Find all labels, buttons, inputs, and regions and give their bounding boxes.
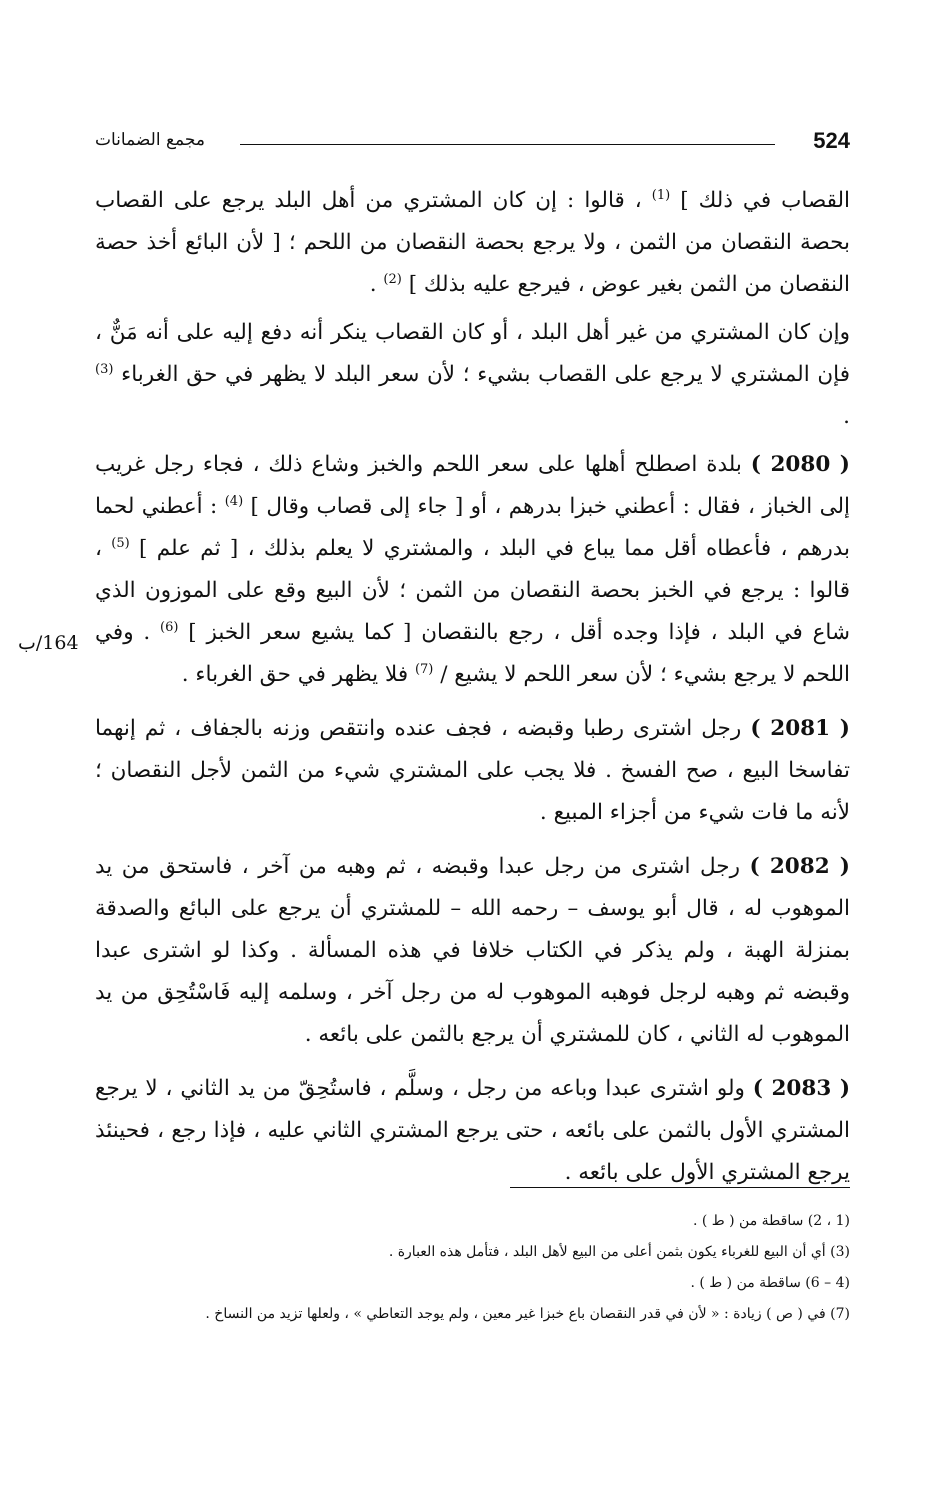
footnote-separator	[510, 1187, 850, 1188]
footnote: (7) في ( ص ) زيادة : « لأن في قدر النقصان باع خبزا غير معين ، ولم يوجد التعاطي » ، ولعلها تزيد من النساخ .	[205, 1306, 850, 1322]
footnote: (4 – 6) ساقطة من ( ط ) .	[690, 1275, 850, 1291]
issue-number: ( 2083 )	[752, 1076, 850, 1101]
issue-number: ( 2081 )	[750, 716, 850, 741]
footnote-mark: (7)	[414, 661, 434, 677]
footnote-mark: (1)	[651, 187, 671, 203]
footnote-mark: (6)	[160, 619, 179, 635]
paragraph-text: رجل اشترى رطبا وقبضه ، فجف عنده وانتقص وزنه بالجفاف ، ثم إنهما تفاسخا البيع ، صح الفسخ . فلا يجب على المشتري شيء من الثمن لأجل النقصان ؛ لأنه ما فات شيء من أجزاء المبيع .	[95, 716, 850, 825]
paragraph-text: القصاب في ذلك ]	[680, 188, 850, 213]
paragraph-text: وإن كان المشتري من غير أهل البلد ، أو كان القصاب ينكر أنه دفع إليه على أنه مَنٌّ ، فإن المشتري لا يرجع على القصاب بشيء ؛ لأن سعر البلد لا يظهر في حق الغرباء	[95, 320, 850, 387]
paragraph-text: ولو اشترى عبدا وباعه من رجل ، وسلَّم ، فاستُحِقّ من يد الثاني ، لا يرجع المشتري الأول بالثمن على بائعه ، حتى يرجع المشتري الثاني عليه ، فإذا رجع ، فحينئذ يرجع المشتري الأول على بائعه .	[95, 1076, 850, 1185]
footnote-mark: (2)	[383, 271, 402, 287]
paragraph-text: فلا يظهر في حق الغرباء .	[181, 662, 409, 687]
paragraph	[95, 444, 850, 696]
paragraph-text: رجل اشترى من رجل عبدا وقبضه ، ثم وهبه من آخر ، فاستحق من يد الموهوب له ، قال أبو يوسف – رحمه الله – للمشتري أن يرجع على البائع والصدقة بمنزلة الهبة ، ولم يذكر في الكتاب خلافا في هذه المسألة . وكذا لو اشترى عبدا وقبضه ثم وهبه لرجل فوهبه الموهوب له من رجل آخر ، وسلمه إليه فَاسْتُحِق من يد الموهوب له الثاني ، كان للمشتري أن يرجع بالثمن على بائعه .	[95, 854, 850, 1047]
footnote-mark: (5)	[111, 535, 130, 551]
paragraph	[95, 708, 850, 834]
paragraph	[95, 1068, 850, 1194]
paragraph-text: بلدة اصطلح أهلها على سعر اللحم والخبز وشاع ذلك ، فجاء رجل غريب إلى الخباز ، فقال : أعطني خبزا بدرهم ، أو [ جاء إلى قصاب وقال ]	[95, 452, 851, 519]
margin-folio-note: 164/ب	[18, 632, 79, 654]
paragraph-text: ، قالوا : إن كان المشتري من أهل البلد يرجع على القصاب بحصة النقصان من الثمن ، ولا يرجع بحصة النقصان من اللحم ؛ [ لأن البائع أخذ حصة النقصان من الثمن بغير عوض ، فيرجع عليه بذلك ]	[95, 188, 850, 297]
issue-number: ( 2082 )	[749, 854, 850, 879]
header-rule	[240, 144, 775, 145]
paragraph-text: .	[369, 272, 377, 297]
footnote: (1 ، 2) ساقطة من ( ط ) .	[692, 1213, 850, 1229]
paragraph-text: ، قالوا : يرجع في الخبز بحصة النقصان من الثمن ؛ لأن البيع وقع على الموزون الذي شاع في البلد ، فإذا وجده أقل ، رجع بالنقصان [ كما يشيع سعر الخبز ]	[95, 536, 850, 645]
paragraph-text: .	[843, 404, 850, 429]
paragraph-text: . وفي اللحم لا يرجع بشيء ؛ لأن سعر اللحم لا يشيع /	[95, 620, 850, 687]
paragraph	[95, 312, 850, 438]
footnote: (3) أي أن البيع للغرباء يكون بثمن أعلى من البيع لأهل البلد ، فتأمل هذه العبارة .	[388, 1244, 850, 1260]
main-text	[95, 180, 850, 1206]
issue-number: ( 2080 )	[750, 452, 850, 477]
footnotes	[95, 1206, 850, 1330]
running-title: مجمع الضمانات	[95, 130, 205, 150]
paragraph	[95, 180, 850, 306]
page-header	[95, 128, 850, 160]
footnote-mark: (3)	[95, 361, 114, 377]
footnote-mark: (4)	[224, 493, 244, 509]
paragraph-text: : أعطني لحما بدرهم ، فأعطاه أقل مما يباع في البلد ، والمشتري لا يعلم بذلك ، [ ثم علم ]	[95, 494, 850, 561]
paragraph	[95, 846, 850, 1056]
page-number: 524	[813, 128, 850, 153]
